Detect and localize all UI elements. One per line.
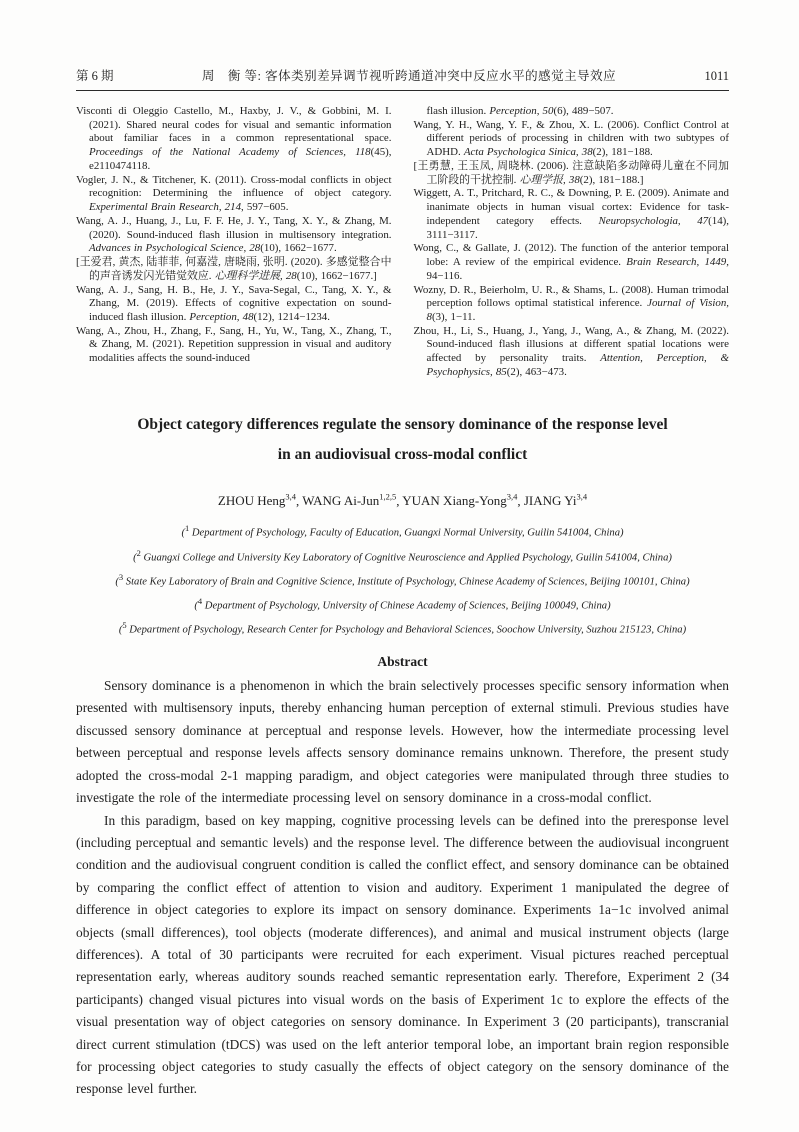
issue-number: 第 6 期 (76, 69, 114, 83)
reference-entry: Wang, A., Zhou, H., Zhang, F., Sang, H., Yu, W., Tang, X., Zhang, T., & Zhang, M. (2021). Repetition suppression in visual and auditory modalities affects the sound-induced (76, 324, 392, 365)
article-title (76, 410, 729, 470)
author-line: ZHOU Heng$^{3,4}$, WANG Ai-Jun$^{1,2,5}$, YUAN Xiang-Yong$^{3,4}$, JIANG Yi$^{3,4}$ (217, 492, 588, 509)
reference-entry: Vogler, J. N., & Titchener, K. (2011). Cross-modal conflicts in object recognition: Determining the influence of object category. Experimental Brain Research, 214, 597−605. (76, 173, 392, 214)
running-head (76, 66, 729, 91)
page-number: 1011 (704, 69, 729, 83)
reference-entry: Zhou, H., Li, S., Huang, J., Yang, J., Wang, A., & Zhang, M. (2022). Sound-induced flash illusions at different spatial locations were affected by personality traits. Attention, Perception, & Psychophysics, 85(2), 463−473. (413, 324, 729, 378)
reference-entry: Wang, A. J., Huang, J., Lu, F. F. He, J. Y., Tang, X. Y., & Zhang, M. (2020). Sound-induced flash illusion in multisensory integration. Advances in Psychological Science, 28(10), 1662−1677. (76, 214, 392, 255)
affiliation-entry: ($^5$ Department of Psychology, Research Center for Psychology and Behavioral Sciences, Soochow University, Suzhou 215123, China) (118, 619, 687, 636)
reference-entry: Wang, Y. H., Wang, Y. F., & Zhou, X. L. (2006). Conflict Control at different periods of processing in children with two subtypes of ADHD. Acta Psychologica Sinica, 38(2), 181−188. (413, 118, 729, 159)
abstract-body (76, 675, 729, 1101)
running-title: 周 衡 等: 客体类别差异调节视听跨通道冲突中反应水平的感觉主导效应 (201, 69, 617, 83)
reference-entry: [王爱君, 黄杰, 陆菲菲, 何嘉滢, 唐晓雨, 张明. (2020). 多感觉整合中的声音诱发闪光错觉效应. 心理科学进展, 28(10), 1662−1677.] (76, 256, 392, 282)
author-name: ZHOU Heng$^{3,4}$ (217, 492, 297, 509)
abstract-paragraph: In this paradigm, based on key mapping, cognitive processing levels can be defined into the preresponse level (including perceptual and semantic levels) and the response level. The difference between the audiovisual incongruent condition and the audiovisual congruent condition is called the conflict effect, and sensory dominance can be obtained by comparing the conflict effect of attention to vision and auditory. Experiment 1 manipulated the degree of difference in object categories to explore its impact on sensory dominance. Experiments 1a−1c involved animal objects (small differences), tool objects (moderate differences), and animal and musical instrument objects (large differences). A total of 30 participants were recruited for each experiment. Visual pictures reached perceptual representation early, whereas auditory sounds reached semantic representation early. Therefore, Experiment 2 (34 participants) changed visual pictures into visual words on the basis of Experiment 1c to explore the effects of the visual presentation way of object categories on sensory dominance. In Experiment 3 (20 participants), transcranial direct current stimulation (tDCS) was used on the left anterior temporal lobe, an important brain region responsible for processing object categories to study casually the effects of object category on the sensory dominance of the response level further. (76, 812, 729, 1097)
reference-entry: Wiggett, A. T., Pritchard, R. C., & Downing, P. E. (2009). Animate and inanimate objects in human visual cortex: Evidence for task-independent category effects. Neuropsychologia, 47(14), 3111−3117. (413, 187, 729, 241)
reference-entry: Wang, A. J., Sang, H. B., He, J. Y., Sava-Segal, C., Tang, X. Y., & Zhang, M. (2019). Effects of cognitive expectation on sound-induced flash illusion. Perception, 48(12), 1214−1234. (76, 283, 392, 324)
article-title-line-1: Object category differences regulate the sensory dominance of the response level (137, 415, 668, 433)
abstract-paragraph: Sensory dominance is a phenomenon in which the brain selectively processes specific sensory information when presented with multisensory inputs, thereby enhancing human perception of external stimuli. Previous studies have discussed sensory dominance at perceptual and response levels. However, how the intermediate processing level between perceptual and response levels affects sensory dominance remains unknown. Therefore, the present study adopted the cross-modal 2-1 mapping paradigm, and object categories were manipulated through three studies to investigate the role of the intermediate processing level on sensory dominance in a cross-modal conflict. (76, 678, 729, 806)
author-name: JIANG Yi$^{3,4}$ (523, 492, 588, 509)
affiliation-entry: ($^1$ Department of Psychology, Faculty of Education, Guangxi Normal University, Guilin 541004, China) (181, 523, 624, 539)
author-name: WANG Ai-Jun$^{1,2,5}$ (302, 492, 397, 509)
reference-entry: Wong, C., & Gallate, J. (2012). The function of the anterior temporal lobe: A review of the empirical evidence. Brain Research, 1449, 94−116. (413, 242, 729, 282)
article-title-line-2: in an audiovisual cross-modal conflict (277, 445, 528, 463)
affiliation-list (76, 519, 729, 640)
reference-list (76, 105, 729, 380)
references-left-column (76, 105, 392, 380)
author-name: YUAN Xiang-Yong$^{3,4}$ (402, 492, 518, 509)
affiliation-entry: ($^3$ State Key Laboratory of Brain and Cognitive Science, Institute of Psychology, Chinese Academy of Sciences, Beijing 100101, China) (115, 571, 690, 588)
affiliation-entry: ($^2$ Guangxi College and University Key Laboratory of Cognitive Neuroscience and Applied Psychology, Guilin 541004, China) (133, 547, 672, 564)
reference-entry: Visconti di Oleggio Castello, M., Haxby, J. V., & Gobbini, M. I. (2021). Shared neural codes for visual and semantic information about familiar faces in a common representational space. Proceedings of the National Academy of Sciences, 118(45), e2110474118. (76, 105, 392, 172)
reference-entry: [王勇慧, 王玉凤, 周晓林. (2006). 注意缺陷多动障碍儿童在不同加工阶段的干扰控制. 心理学报, 38(2), 181−188.] (413, 159, 729, 186)
reference-entry-continuation: flash illusion. Perception, 50(6), 489−507. (426, 105, 614, 117)
abstract-heading: Abstract (377, 654, 428, 670)
reference-entry: Wozny, D. R., Beierholm, U. R., & Shams, L. (2008). Human trimodal perception follows optimal statistical inference. Journal of Vision, 8(3), 1−11. (413, 283, 729, 324)
references-right-column (414, 105, 730, 380)
affiliation-entry: ($^4$ Department of Psychology, University of Chinese Academy of Sciences, Beijing 100049, China) (194, 595, 611, 612)
